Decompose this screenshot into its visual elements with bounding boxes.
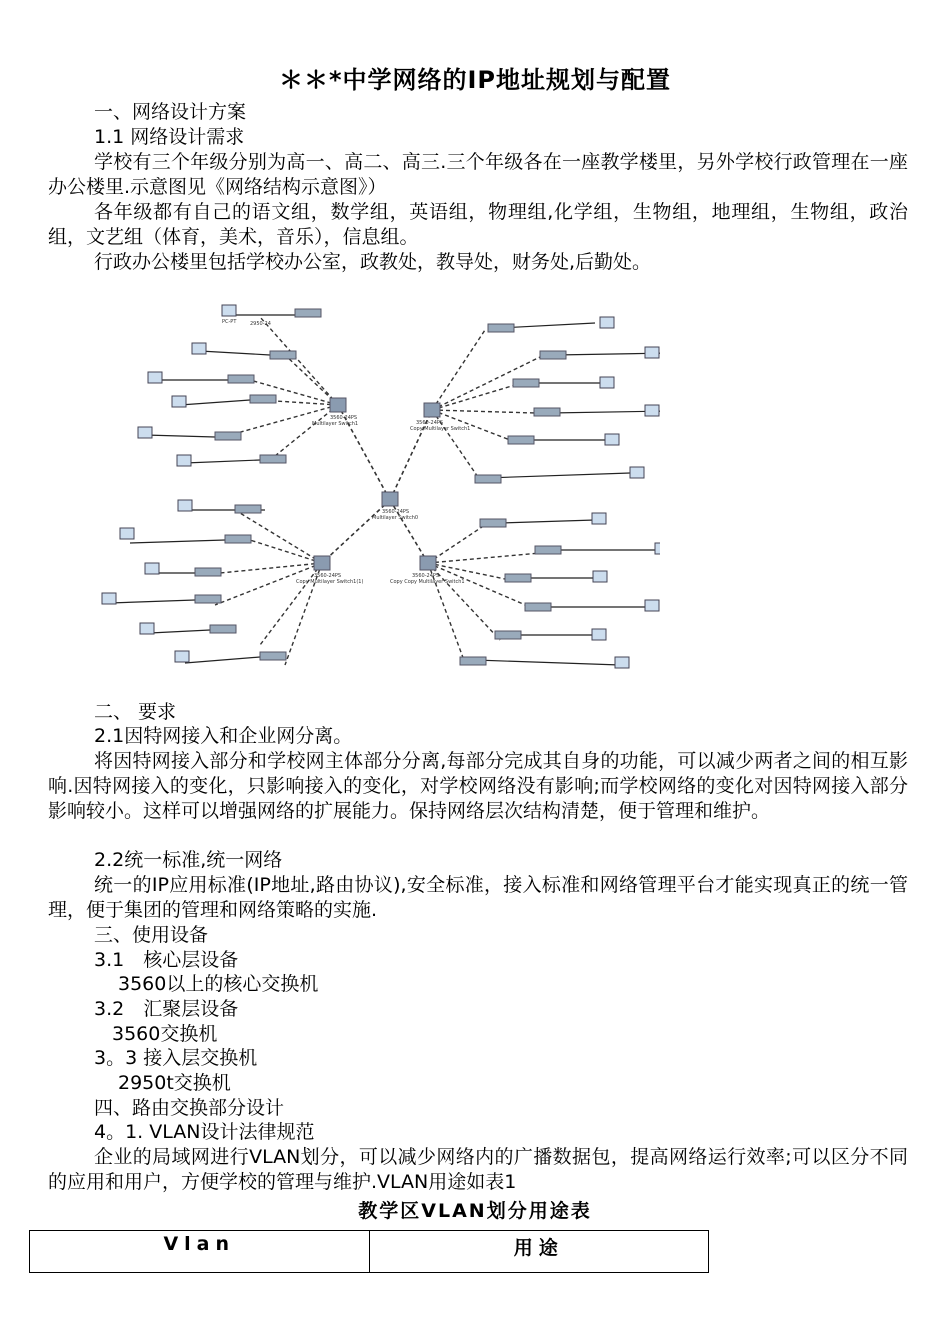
- table-header-row: [30, 1231, 709, 1273]
- core-label: 3560-24PS: [382, 509, 410, 515]
- section-1-heading: 一、网络设计方案: [94, 101, 247, 123]
- section-4-1-heading: 4。1. VLAN设计法律规范: [94, 1121, 315, 1143]
- sample-pc-label: PC-PT: [222, 319, 237, 325]
- hub-4-label: 3560-24PS: [412, 573, 440, 579]
- hub-1-label: 3560-24PS: [330, 415, 358, 421]
- aggregation-device-text: 3560交换机: [112, 1023, 218, 1045]
- sample-switch-label: 2950-24: [250, 321, 271, 327]
- paragraph-standards: 统一的IP应用标准(IP地址,路由协议),安全标准，接入标准和网络管理平台才能实现真正的统一管理，便于集团的管理和网络策略的实施.: [48, 874, 908, 921]
- table-header-usage: 用途: [369, 1231, 709, 1273]
- hub-3-label: 3560-24PS: [314, 573, 342, 579]
- hub-top-right: [410, 317, 660, 483]
- hub-2-sublabel: Copy Multilayer Switch1: [410, 426, 471, 432]
- page-title: ＊＊*中学网络的IP地址规划与配置: [278, 66, 672, 94]
- section-3-3-heading: 3。3 接入层交换机: [94, 1047, 258, 1069]
- access-device-text: 2950t交换机: [118, 1072, 231, 1094]
- hub-1-sublabel: Multilayer Switch1: [312, 421, 359, 427]
- hub-top-left: [138, 305, 358, 466]
- section-4-heading: 四、路由交换部分设计: [94, 1097, 285, 1119]
- core-sublabel: Multilayer Switch0: [372, 515, 419, 521]
- hub-4-sublabel: Copy Copy Multilayer Switch1: [390, 579, 465, 585]
- paragraph-separation: 将因特网接入部分和学校网主体部分分离,每部分完成其自身的功能，可以减少两者之间的相互影响.因特网接入的变化，只影响接入的变化，对学校网络没有影响;而学校网络的变化对因特网接入部分影响较小。这样可以增强网络的扩展能力。保持网络层次结构清楚，便于管理和维护。: [48, 750, 908, 822]
- paragraph-groups: 各年级都有自己的语文组，数学组，英语组，物理组,化学组，生物组，地理组，生物组，政治组，文艺组（体育，美术，音乐），信息组。: [48, 201, 908, 248]
- section-1-1-heading: 1.1 网络设计需求: [94, 126, 245, 148]
- paragraph-admin-building: 行政办公楼里包括学校办公室，政教处，教导处，财务处,后勤处。: [94, 251, 652, 273]
- table-caption: 教学区VLAN划分用途表: [358, 1200, 592, 1222]
- core-device-text: 3560以上的核心交换机: [118, 973, 319, 995]
- hub-bottom-left: [102, 500, 363, 665]
- hub-3-sublabel: Copy Multilayer Switch1(1): [296, 579, 364, 585]
- hub-bottom-right: [390, 513, 660, 668]
- hub-2-label: 3560-24PS: [416, 420, 444, 426]
- section-3-heading: 三、使用设备: [94, 924, 209, 946]
- section-2-heading: 二、 要求: [94, 701, 177, 723]
- table-header-vlan: Vlan: [30, 1231, 370, 1273]
- section-3-1-heading: 3.1 核心层设备: [94, 949, 239, 971]
- section-2-1-heading: 2.1因特网接入和企业网分离。: [94, 725, 353, 747]
- vlan-table: [29, 1230, 709, 1273]
- paragraph-vlan: 企业的局域网进行VLAN划分，可以减少网络内的广播数据包，提高网络运行效率;可以区分不同的应用和用户，方便学校的管理与维护.VLAN用途如表1: [48, 1146, 908, 1193]
- network-topology-diagram: [100, 295, 660, 695]
- section-2-2-heading: 2.2统一标准,统一网络: [94, 849, 283, 871]
- paragraph-school-layout: 学校有三个年级分别为高一、高二、高三.三个年级各在一座教学楼里，另外学校行政管理在一座办公楼里.示意图见《网络结构示意图》）: [48, 151, 908, 198]
- section-3-2-heading: 3.2 汇聚层设备: [94, 998, 239, 1020]
